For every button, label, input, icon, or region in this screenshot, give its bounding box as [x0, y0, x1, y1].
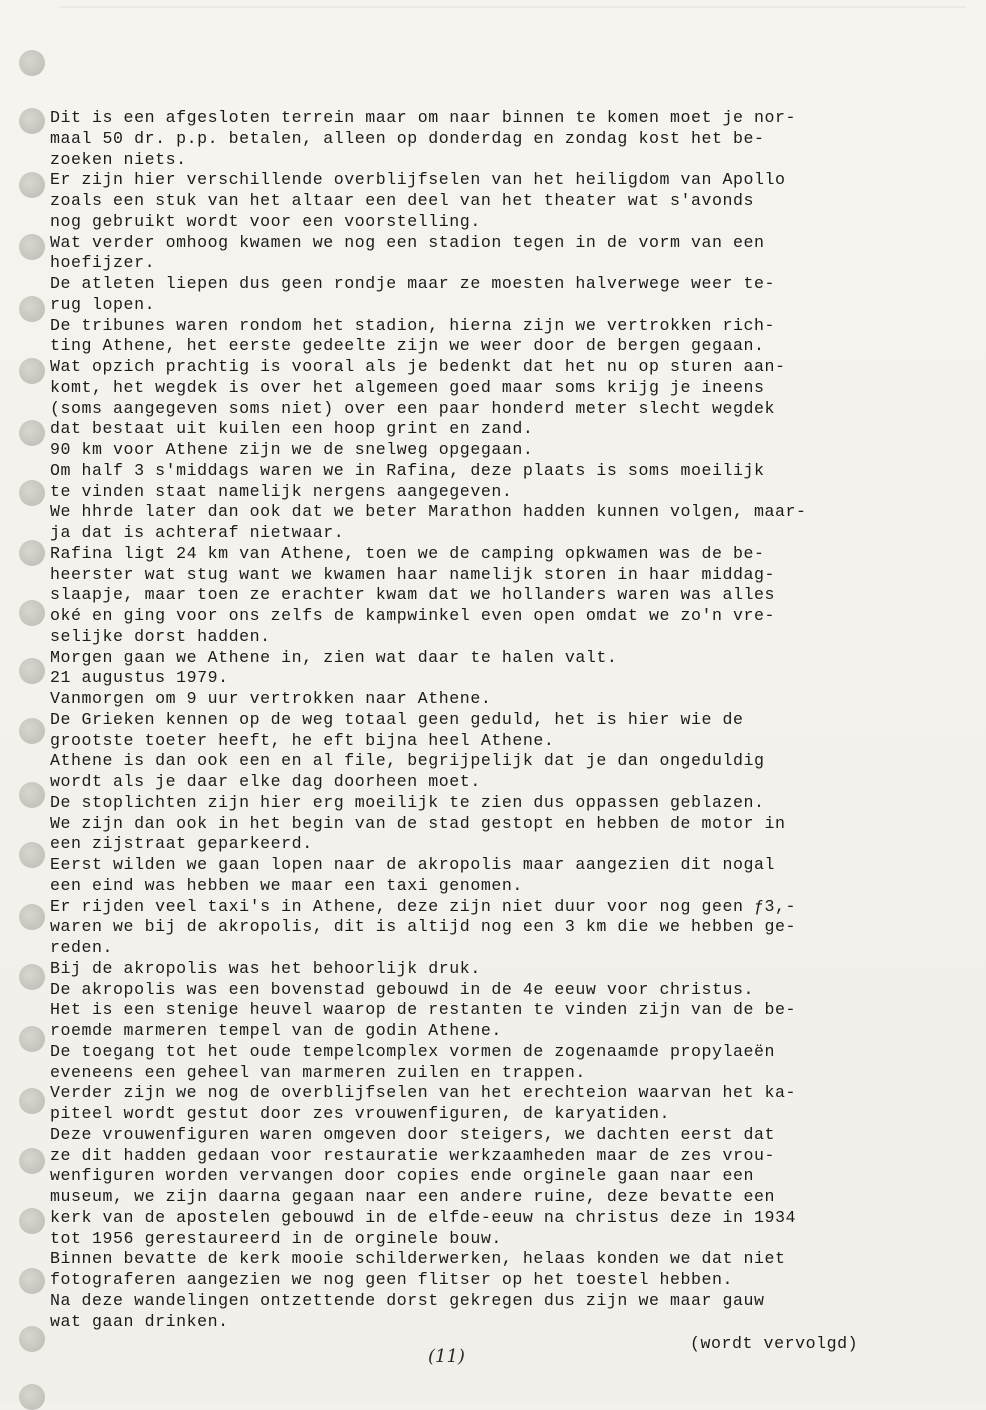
continued-note: (wordt vervolgd) [690, 1334, 859, 1353]
text-line: Eerst wilden we gaan lopen naar de akropolis maar aangezien dit nogal [50, 855, 776, 874]
text-line: rug lopen. [50, 294, 156, 314]
binder-hole [19, 50, 45, 76]
binder-hole [19, 1384, 45, 1410]
text-line: roemde marmeren tempel van de godin Athene. [50, 1021, 502, 1040]
binder-hole [19, 540, 45, 566]
text-line: slaapje, maar toen ze erachter kwam dat we hollanders waren was alles [50, 585, 776, 605]
binder-hole [19, 904, 45, 930]
text-line: Deze vrouwenfiguren waren omgeven door steigers, we dachten eerst dat [50, 1124, 776, 1144]
binder-hole [19, 842, 45, 868]
text-line: ja dat is achteraf nietwaar. [50, 523, 345, 542]
text-line: nog gebruikt wordt voor een voorstelling. [50, 211, 481, 231]
text-line: Bij de akropolis was het behoorlijk druk. [50, 958, 481, 978]
text-line: Om half 3 s'middags waren we in Rafina, deze plaats is soms moeilijk [50, 460, 765, 480]
text-line: wenfiguren worden vervangen door copies ende orginele gaan naar een [50, 1166, 755, 1186]
text-line: hoefijzer. [50, 253, 156, 273]
text-line: museum, we zijn daarna gegaan naar een andere ruine, deze bevatte een [50, 1187, 776, 1206]
text-line: Rafina ligt 24 km van Athene, toen we de camping opkwamen was de be- [50, 543, 765, 563]
text-line: grootste toeter heeft, he eft bijna heel Athene. [50, 730, 555, 750]
text-line: We zijn dan ook in het begin van de stad gestopt en hebben de motor in [50, 813, 786, 833]
text-line: Er rijden veel taxi's in Athene, deze zijn niet duur voor nog geen ƒ3,- [50, 896, 797, 916]
binder-hole [19, 296, 45, 322]
text-line: selijke dorst hadden. [50, 626, 271, 646]
text-line: zoeken niets. [50, 149, 187, 169]
text-line: Athene is dan ook een en al file, begrijpelijk dat je dan ongeduldig [50, 751, 765, 771]
text-line: een zijstraat geparkeerd. [50, 834, 313, 854]
text-line: fotograferen aangezien we nog geen flitser op het toestel hebben. [50, 1270, 734, 1289]
binder-hole [19, 480, 45, 506]
text-line: maal 50 dr. p.p. betalen, alleen op donderdag en zondag kost het be- [50, 128, 765, 148]
page-number: (11) [428, 1346, 465, 1367]
text-line: te vinden staat namelijk nergens aangegeven. [50, 481, 513, 501]
text-line: Verder zijn we nog de overblijfselen van het erechteion waarvan het ka- [50, 1083, 797, 1103]
text-line: Binnen bevatte de kerk mooie schilderwerken, helaas konden we dat niet [50, 1249, 786, 1269]
text-line: De atleten liepen dus geen rondje maar ze moesten halverwege weer te- [50, 274, 776, 293]
text-line: een eind was hebben we maar een taxi genomen. [50, 875, 523, 895]
text-line: Dit is een afgesloten terrein maar om naar binnen te komen moet je nor- [50, 108, 797, 127]
text-line: De stoplichten zijn hier erg moeilijk te zien dus oppassen geblazen. [50, 792, 765, 812]
text-line: (soms aangegeven soms niet) over een paar honderd meter slecht wegdek [50, 398, 776, 418]
binder-hole [19, 782, 45, 808]
text-line: eveneens een geheel van marmeren zuilen en trappen. [50, 1062, 586, 1082]
binder-hole [19, 1326, 45, 1352]
binder-hole [19, 1088, 45, 1114]
text-line: piteel wordt gestut door zes vrouwenfiguren, de karyatiden. [50, 1104, 670, 1123]
text-line: De Grieken kennen op de weg totaal geen geduld, het is hier wie de [50, 709, 744, 729]
text-line: komt, het wegdek is over het algemeen goed maar soms krijg je ineens [50, 377, 765, 397]
binder-hole [19, 658, 45, 684]
text-line: wordt als je daar elke dag doorheen moet. [50, 772, 481, 791]
text-line: ze dit hadden gedaan voor restauratie werkzaamheden maar de zes vrou- [50, 1145, 776, 1165]
text-line: wat gaan drinken. [50, 1311, 229, 1331]
text-line: De akropolis was een bovenstad gebouwd in de 4e eeuw voor christus. [50, 979, 755, 999]
text-line: kerk van de apostelen gebouwd in de elfde-eeuw na christus deze in 1934 [50, 1207, 797, 1227]
text-line: waren we bij de akropolis, dit is altijd nog een 3 km die we hebben ge- [50, 917, 797, 937]
text-line: 90 km voor Athene zijn we de snelweg opgegaan. [50, 440, 534, 459]
text-line: Wat opzich prachtig is vooral als je bedenkt dat het nu op sturen aan- [50, 357, 786, 376]
binder-hole [19, 234, 45, 260]
text-line: heerster wat stug want we kwamen haar namelijk storen in haar middag- [50, 564, 776, 584]
binder-hole [19, 108, 45, 134]
binder-hole [19, 718, 45, 744]
typewritten-text [50, 108, 960, 1332]
binder-hole [19, 600, 45, 626]
binder-hole [19, 964, 45, 990]
text-line: ting Athene, het eerste gedeelte zijn we weer door de bergen gegaan. [50, 336, 765, 356]
text-line: tot 1956 gerestaureerd in de orginele bouw. [50, 1228, 502, 1248]
text-line: We hhrde later dan ook dat we beter Marathon hadden kunnen volgen, maar- [50, 502, 807, 522]
text-line: Na deze wandelingen ontzettende dorst gekregen dus zijn we maar gauw [50, 1290, 765, 1310]
text-line: reden. [50, 938, 114, 957]
binder-hole [19, 1026, 45, 1052]
binder-hole [19, 1148, 45, 1174]
binder-hole [19, 420, 45, 446]
text-line: dat bestaat uit kuilen een hoop grint en zand. [50, 419, 534, 439]
binder-hole [19, 1268, 45, 1294]
top-edge [60, 6, 966, 8]
text-line: Wat verder omhoog kwamen we nog een stadion tegen in de vorm van een [50, 232, 765, 252]
text-line: De tribunes waren rondom het stadion, hierna zijn we vertrokken rich- [50, 315, 776, 335]
binder-hole [19, 1208, 45, 1234]
text-line: 21 augustus 1979. [50, 668, 229, 688]
text-line: oké en ging voor ons zelfs de kampwinkel even open omdat we zo'n vre- [50, 606, 776, 625]
text-line: zoals een stuk van het altaar een deel van het theater wat s'avonds [50, 191, 755, 210]
text-line: Er zijn hier verschillende overblijfselen van het heiligdom van Apollo [50, 170, 786, 190]
text-line: De toegang tot het oude tempelcomplex vormen de zogenaamde propylaeën [50, 1041, 776, 1061]
text-line: Het is een stenige heuvel waarop de restanten te vinden zijn van de be- [50, 1000, 797, 1020]
text-line: Vanmorgen om 9 uur vertrokken naar Athene. [50, 689, 492, 708]
text-line: Morgen gaan we Athene in, zien wat daar te halen valt. [50, 647, 618, 667]
binder-hole [19, 172, 45, 198]
binder-hole [19, 358, 45, 384]
